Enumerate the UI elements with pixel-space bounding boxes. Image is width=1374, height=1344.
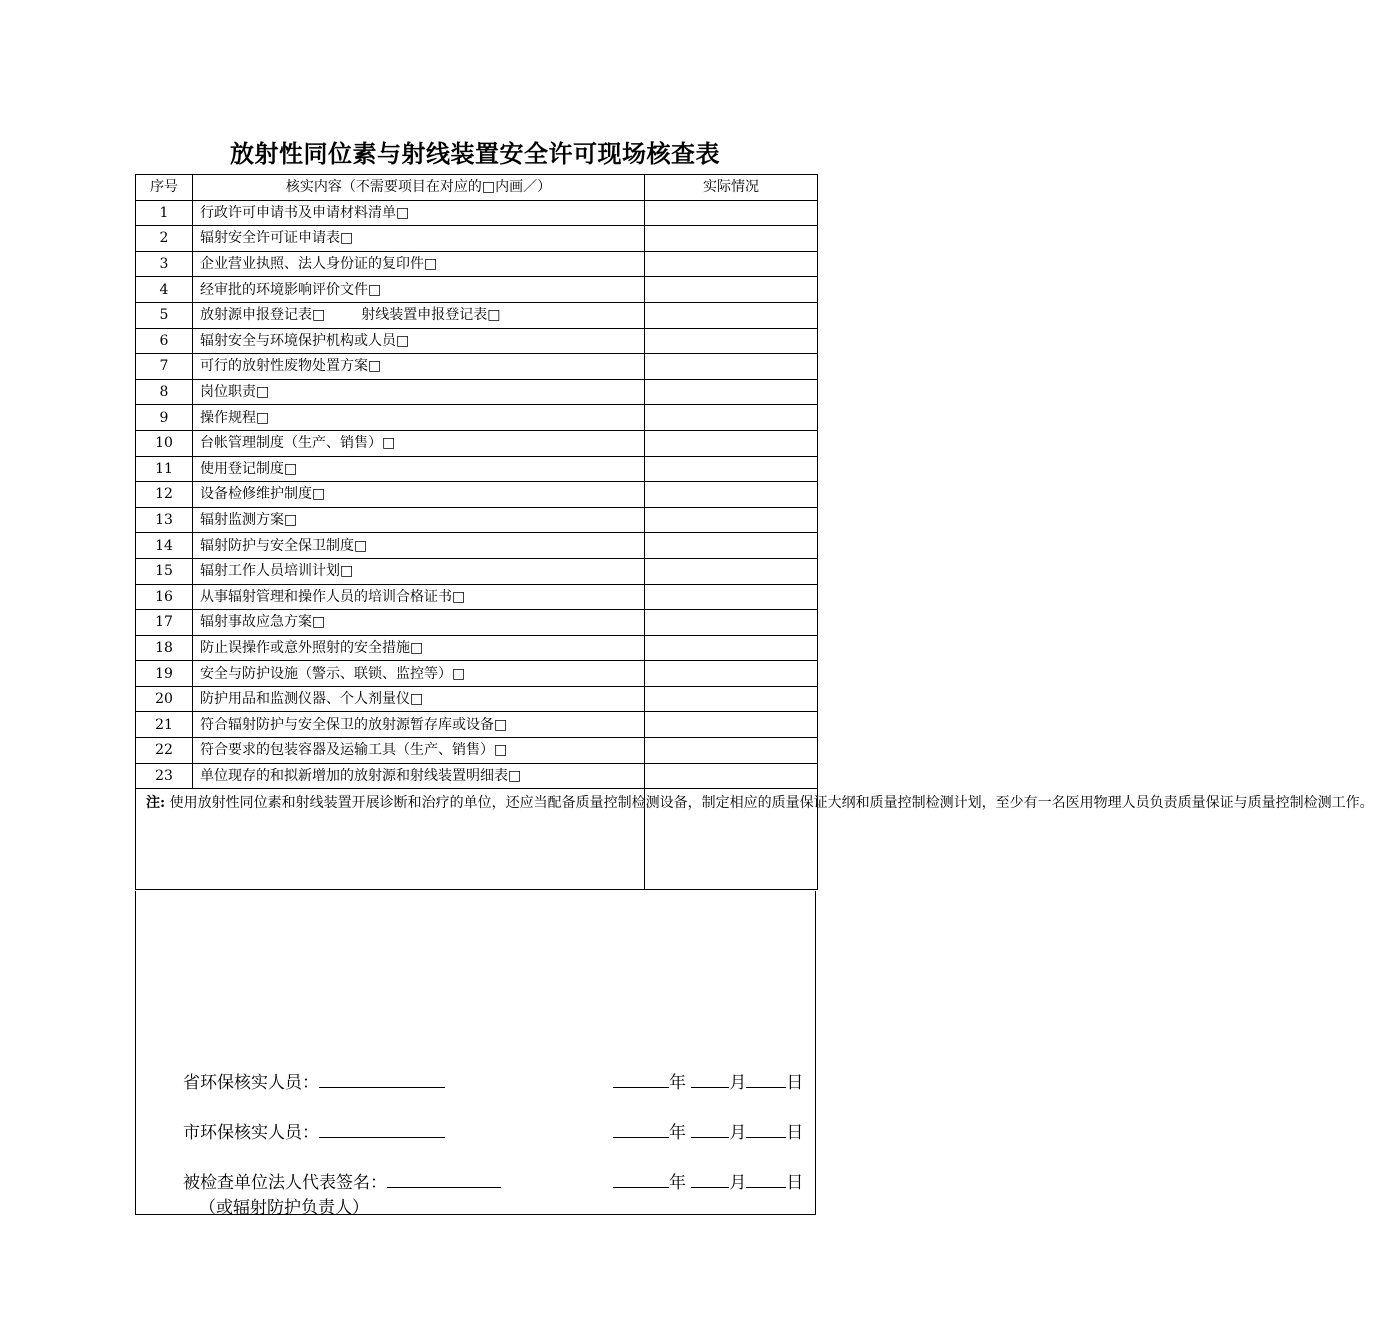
row-actual-cell[interactable] (645, 200, 818, 226)
row-no: 8 (136, 379, 193, 405)
date-field: 年 月 日 (613, 1168, 803, 1193)
row-no: 11 (136, 456, 193, 482)
year-line[interactable] (613, 1169, 669, 1188)
row-actual-cell[interactable] (645, 635, 818, 661)
row-content: 符合要求的包装容器及运输工具（生产、销售）□ (193, 738, 645, 764)
row-content: 辐射监测方案□ (193, 507, 645, 533)
table-row (136, 533, 818, 559)
row-content: 可行的放射性废物处置方案□ (193, 354, 645, 380)
row-content: 防止误操作或意外照射的安全措施□ (193, 635, 645, 661)
header-content: 核实内容（不需要项目在对应的□内画／） (193, 175, 645, 201)
table-row (136, 302, 818, 328)
header-actual: 实际情况 (645, 175, 818, 201)
row-actual-cell[interactable] (645, 354, 818, 380)
table-row (136, 661, 818, 687)
row-content: 防护用品和监测仪器、个人剂量仪□ (193, 686, 645, 712)
row-content-part-1: 放射源申报登记表□ (200, 307, 326, 324)
signature-line[interactable] (319, 1069, 445, 1088)
table-row (136, 456, 818, 482)
row-content: 使用登记制度□ (193, 456, 645, 482)
table-row (136, 379, 818, 405)
row-no: 19 (136, 661, 193, 687)
row-actual-cell[interactable] (645, 482, 818, 508)
row-no: 7 (136, 354, 193, 380)
row-content: 辐射事故应急方案□ (193, 610, 645, 636)
table-row (136, 226, 818, 252)
row-no: 9 (136, 405, 193, 431)
row-content: 单位现存的和拟新增加的放射源和射线装置明细表□ (193, 763, 645, 789)
row-actual-cell[interactable] (645, 251, 818, 277)
row-content (193, 302, 645, 328)
row-content: 岗位职责□ (193, 379, 645, 405)
row-no: 4 (136, 277, 193, 303)
row-no: 20 (136, 686, 193, 712)
table-row (136, 686, 818, 712)
row-content: 安全与防护设施（警示、联锁、监控等）□ (193, 661, 645, 687)
signature-sub-label: （或辐射防护负责人） (199, 1198, 369, 1218)
row-content: 辐射安全许可证申请表□ (193, 226, 645, 252)
row-no: 18 (136, 635, 193, 661)
row-actual-cell[interactable] (645, 507, 818, 533)
row-no: 17 (136, 610, 193, 636)
row-no: 5 (136, 302, 193, 328)
row-no: 21 (136, 712, 193, 738)
row-no: 14 (136, 533, 193, 559)
signature-line[interactable] (387, 1169, 501, 1188)
signature-label: 省环保核实人员： (183, 1068, 445, 1093)
date-field: 年 月 日 (613, 1118, 803, 1143)
signature-label: 市环保核实人员： (183, 1118, 445, 1143)
month-line[interactable] (691, 1119, 729, 1138)
table-row (136, 507, 818, 533)
table-row (136, 430, 818, 456)
table-header-row (136, 175, 818, 201)
signature-row-provincial (183, 1068, 803, 1092)
row-no: 13 (136, 507, 193, 533)
row-actual-cell[interactable] (645, 558, 818, 584)
row-no: 12 (136, 482, 193, 508)
note-cell (136, 789, 1374, 890)
table-row (136, 251, 818, 277)
signature-section (135, 891, 816, 1218)
row-actual-cell[interactable] (645, 686, 818, 712)
row-no: 6 (136, 328, 193, 354)
table-row (136, 482, 818, 508)
day-line[interactable] (746, 1169, 786, 1188)
row-content: 符合辐射防护与安全保卫的放射源暂存库或设备□ (193, 712, 645, 738)
signature-row-municipal (183, 1118, 803, 1142)
row-actual-cell[interactable] (645, 379, 818, 405)
row-content: 台帐管理制度（生产、销售）□ (193, 430, 645, 456)
row-actual-cell[interactable] (645, 584, 818, 610)
header-no: 序号 (136, 175, 193, 201)
row-actual-cell[interactable] (645, 302, 818, 328)
month-line[interactable] (691, 1069, 729, 1088)
row-actual-cell[interactable] (645, 738, 818, 764)
row-actual-cell[interactable] (645, 226, 818, 252)
row-no: 2 (136, 226, 193, 252)
table-row (136, 584, 818, 610)
table-row (136, 405, 818, 431)
row-content: 行政许可申请书及申请材料清单□ (193, 200, 645, 226)
row-actual-cell[interactable] (645, 405, 818, 431)
signature-line[interactable] (319, 1119, 445, 1138)
row-actual-cell[interactable] (645, 328, 818, 354)
signature-label: 被检查单位法人代表签名： (183, 1168, 501, 1193)
table-row (136, 712, 818, 738)
table-row (136, 558, 818, 584)
row-actual-cell[interactable] (645, 430, 818, 456)
row-actual-cell[interactable] (645, 610, 818, 636)
date-field: 年 月 日 (613, 1068, 803, 1093)
row-actual-cell[interactable] (645, 661, 818, 687)
table-row (136, 610, 818, 636)
row-content: 辐射安全与环境保护机构或人员□ (193, 328, 645, 354)
table-row (136, 328, 818, 354)
row-content: 操作规程□ (193, 405, 645, 431)
row-no: 3 (136, 251, 193, 277)
row-actual-cell[interactable] (645, 277, 818, 303)
row-content: 经审批的环境影响评价文件□ (193, 277, 645, 303)
row-actual-cell[interactable] (645, 533, 818, 559)
row-content-part-2: 射线装置申报登记表□ (361, 307, 501, 324)
table-row (136, 200, 818, 226)
checklist-table (135, 174, 1374, 890)
row-actual-cell[interactable] (645, 763, 818, 789)
row-no: 23 (136, 763, 193, 789)
table-row (136, 277, 818, 303)
note-row (136, 789, 818, 890)
row-no: 16 (136, 584, 193, 610)
table-row (136, 738, 818, 764)
table-row (136, 635, 818, 661)
row-no: 22 (136, 738, 193, 764)
table-row (136, 354, 818, 380)
row-content: 设备检修维护制度□ (193, 482, 645, 508)
day-line[interactable] (746, 1119, 786, 1138)
month-line[interactable] (691, 1169, 729, 1188)
day-line[interactable] (746, 1069, 786, 1088)
signature-row-legal-rep (183, 1168, 803, 1192)
table-row (136, 763, 818, 789)
row-actual-cell[interactable] (645, 712, 818, 738)
row-content: 从事辐射管理和操作人员的培训合格证书□ (193, 584, 645, 610)
row-content: 企业营业执照、法人身份证的复印件□ (193, 251, 645, 277)
row-content: 辐射工作人员培训计划□ (193, 558, 645, 584)
page-title: 放射性同位素与射线装置安全许可现场核查表 (230, 139, 720, 168)
year-line[interactable] (613, 1119, 669, 1138)
row-actual-cell[interactable] (645, 456, 818, 482)
note-label: 注: (146, 795, 166, 812)
row-no: 1 (136, 200, 193, 226)
row-content: 辐射防护与安全保卫制度□ (193, 533, 645, 559)
note-text: 使用放射性同位素和射线装置开展诊断和治疗的单位，还应当配备质量控制检测设备，制定相应的质量保证大纲和质量控制检测计划，至少有一名医用物理人员负责质量保证与质量控制检测工作。 (169, 795, 1374, 812)
row-no: 15 (136, 558, 193, 584)
year-line[interactable] (613, 1069, 669, 1088)
row-no: 10 (136, 430, 193, 456)
